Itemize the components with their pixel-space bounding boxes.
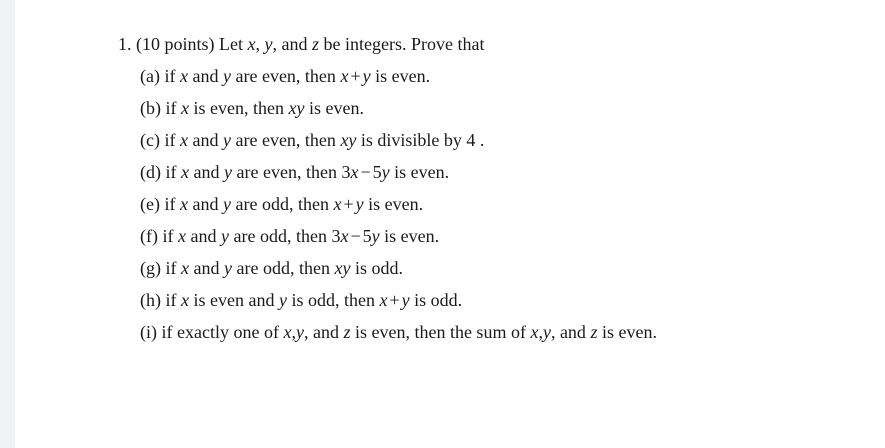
part-text: are even, then: [236, 162, 337, 182]
math-coefficient: 5: [372, 162, 382, 182]
math-var: x: [333, 194, 342, 214]
math-expression: [340, 66, 370, 86]
part-text: and: [312, 322, 339, 342]
math-var: y: [224, 162, 232, 182]
var-z: z: [312, 34, 320, 54]
part-text: is even.: [601, 322, 657, 342]
math-var: y: [224, 258, 232, 278]
part-e: [140, 192, 423, 216]
part-text: if: [164, 130, 176, 150]
part-text: if: [164, 194, 176, 214]
part-label: (a): [140, 66, 160, 86]
math-var: x: [340, 226, 349, 246]
part-text: are odd, then: [233, 226, 327, 246]
part-text: if: [165, 258, 177, 278]
math-expression: [333, 194, 363, 214]
math-var: y: [381, 162, 390, 182]
part-text: if exactly one of: [161, 322, 279, 342]
math-operator: +: [350, 66, 361, 86]
part-text: is odd.: [414, 290, 463, 310]
math-var: y: [295, 322, 304, 342]
math-var: x: [181, 258, 189, 278]
math-expression: [341, 162, 389, 182]
math-var: x: [179, 194, 188, 214]
part-c: [140, 128, 484, 152]
stem-tail-text: be integers. Prove that: [323, 34, 485, 54]
part-text: is odd.: [354, 258, 403, 278]
part-text: is even.: [394, 162, 450, 182]
math-var: xy: [334, 258, 351, 278]
part-text: and: [193, 162, 220, 182]
part-d: [140, 160, 449, 184]
math-var: y: [542, 322, 551, 342]
part-text: is even, then the sum of: [354, 322, 526, 342]
math-var: x: [530, 322, 539, 342]
part-text: and: [193, 258, 220, 278]
math-var: x: [283, 322, 292, 342]
math-var: y: [222, 130, 231, 150]
math-var: x: [181, 98, 189, 118]
math-var: x: [379, 290, 388, 310]
math-var: y: [362, 66, 371, 86]
math-var: y: [371, 226, 380, 246]
part-i: (i) if exactly one of x,y, and z is even, then the sum of x,y, and z is even.: [140, 322, 657, 342]
part-label: (f): [140, 226, 158, 246]
part-label: (b): [140, 98, 161, 118]
problem-1: [118, 32, 858, 342]
part-text: and: [190, 226, 217, 246]
part-text: if: [165, 162, 177, 182]
part-text: are odd, then: [236, 258, 330, 278]
part-g: [140, 256, 403, 280]
part-text: and: [192, 66, 219, 86]
part-text: if: [165, 98, 177, 118]
part-text: are even, then: [235, 130, 336, 150]
math-var: x: [179, 130, 188, 150]
part-label: (d): [140, 162, 161, 182]
part-text: and: [192, 194, 219, 214]
math-var: y: [355, 194, 364, 214]
math-coefficient: 3: [341, 162, 351, 182]
part-label: (g): [140, 258, 161, 278]
math-var: x: [350, 162, 359, 182]
math-var: xy: [288, 98, 305, 118]
math-var: x: [181, 290, 189, 310]
math-coefficient: 3: [331, 226, 341, 246]
math-var: x: [340, 66, 349, 86]
math-coefficient: 5: [362, 226, 372, 246]
math-var: x: [181, 162, 189, 182]
part-text: are even, then: [235, 66, 336, 86]
part-label: (h): [140, 290, 161, 310]
math-var: xy: [340, 130, 357, 150]
math-var: x: [177, 226, 186, 246]
part-text: if: [162, 226, 174, 246]
part-h: [140, 288, 462, 312]
math-var: y: [222, 66, 231, 86]
math-operator: +: [343, 194, 354, 214]
math-var: y: [220, 226, 229, 246]
problem-number: 1.: [118, 34, 132, 54]
math-var: z: [343, 322, 351, 342]
part-text: and: [559, 322, 586, 342]
math-var: y: [278, 290, 287, 310]
math-operator: −: [360, 162, 371, 182]
part-label: (c): [140, 130, 160, 150]
part-label: (e): [140, 194, 160, 214]
part-text: and: [192, 130, 219, 150]
part-a: [140, 64, 430, 88]
math-var: x: [179, 66, 188, 86]
var-y: y: [264, 34, 273, 54]
part-text: is even.: [308, 98, 364, 118]
part-b: [140, 96, 364, 120]
part-text: are odd, then: [235, 194, 329, 214]
problem-points: (10 points): [136, 34, 215, 54]
part-text: is even, then: [193, 98, 284, 118]
part-f: [140, 224, 439, 248]
page-side-strip: [0, 0, 15, 448]
part-label: (i): [140, 322, 157, 342]
part-text: if: [165, 290, 177, 310]
stem-and-text: and: [281, 34, 308, 54]
part-text: is divisible by 4 .: [360, 130, 485, 150]
math-var: y: [401, 290, 410, 310]
math-var: y: [222, 194, 231, 214]
math-operator: −: [350, 226, 361, 246]
math-expression: [379, 290, 409, 310]
var-x: x: [247, 34, 256, 54]
part-text: is even.: [384, 226, 440, 246]
math-expression: [331, 226, 379, 246]
problem-stem: 1. (10 points) Let x, y, and z be integers. Prove that: [118, 34, 485, 54]
part-text: if: [164, 66, 176, 86]
part-text: is even and: [193, 290, 275, 310]
part-text: is even.: [368, 194, 424, 214]
math-operator: +: [389, 290, 400, 310]
math-var: z: [590, 322, 598, 342]
part-text: is odd, then: [291, 290, 375, 310]
part-text: is even.: [375, 66, 431, 86]
stem-lead-text: Let: [219, 34, 243, 54]
